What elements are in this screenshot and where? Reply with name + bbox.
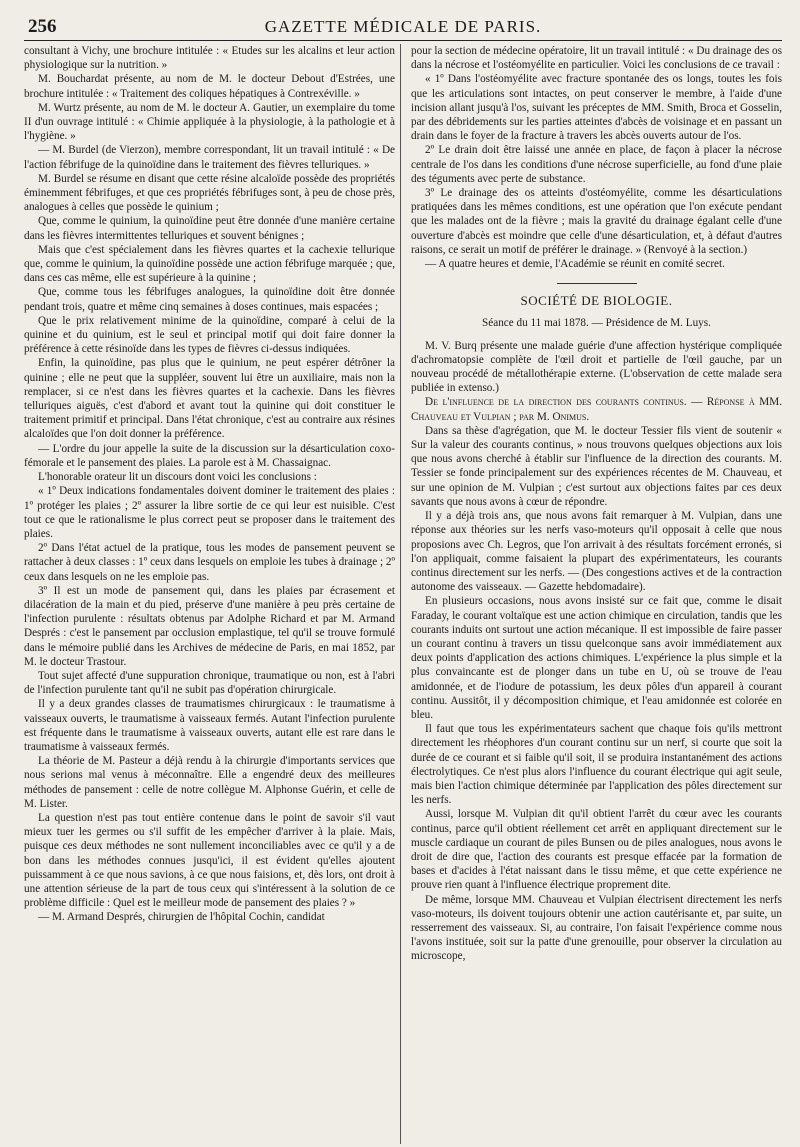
- paragraph: « 1º Deux indications fondamentales doivent dominer le traitement des plaies : 1º protéger les plaies ; 2º assurer la libre sortie de ce qui leur est nuisible. C'est tout ce que le rationalisme le plus correct peut se proposer dans le traitement des plaies.: [24, 485, 395, 540]
- section-divider: [557, 283, 637, 284]
- paragraph: De même, lorsque MM. Chauveau et Vulpian électrisent directement les nerfs vaso-moteurs, ils doivent toujours obtenir une action cautérisante et, par suite, un resserrement des vaisseaux. Si, au contraire, l'on faisait l'expérience comme nous l'avons instituée, soit sur la patte d'une grenouille, pour observer la circulation au microscope,: [411, 893, 782, 963]
- article-title: De l'influence de la direction des courants continus. — Réponse à MM. Chauveau et Vulpian ; par M. Onimus.: [411, 396, 782, 423]
- paragraph: — M. Burdel (de Vierzon), membre correspondant, lit un travail intitulé : « De l'action fébrifuge de la quinoïdine dans le traitement des fièvres telluriques. »: [24, 144, 395, 171]
- session-line: Séance du 11 mai 1878. — Présidence de M. Luys.: [482, 317, 711, 330]
- right-column: [411, 44, 782, 1144]
- paragraph: — L'ordre du jour appelle la suite de la discussion sur la désarticulation coxo-fémorale et le pansement des plaies. La parole est à M. Chassaignac.: [24, 442, 395, 469]
- paragraph: — M. Armand Després, chirurgien de l'hôpital Cochin, candidat: [38, 911, 325, 924]
- paragraph: pour la section de médecine opératoire, lit un travail intitulé : « Du drainage des os dans la nécrose et l'ostéomyélite en particulier. Voici les conclusions de ce travail :: [411, 45, 782, 72]
- paragraph: Aussi, lorsque M. Vulpian dit qu'il obtient l'arrêt du cœur avec les courants continus, parce qu'il obtient réellement cet arrêt en appliquant directement sur le muscle cardiaque un courant de piles Bunsen ou de piles analogues, nous avons le droit de dire que, l'action des courants est presque effacée par la formation de bases et d'acides à l'état naissant dans le tissu même, et que cette expérience ne prouve rien quant à l'influence électrique proprement dite.: [411, 808, 782, 892]
- paragraph: 2º Dans l'état actuel de la pratique, tous les modes de pansement peuvent se rattacher à deux classes : 1º ceux dans lesquels on emploie les tubes à drainage ; 2º ceux dans lesquels on ne les emploie pas.: [24, 542, 395, 583]
- paragraph: — A quatre heures et demie, l'Académie se réunit en comité secret.: [425, 258, 725, 271]
- paragraph: Il faut que tous les expérimentateurs sachent que chaque fois qu'ils mettront directement les rhéophores d'un courant continu sur un nerf, si courte que soit la durée de ce courant et si faible qu'il soit, il se produira instantanément des actions électrolytiques. Ce n'est plus alors l'influence du courant électrique qui agit seule, mais bien l'action chimique déterminée par l'application des pôles directement sur les nerfs.: [411, 723, 782, 807]
- paragraph: M. Burdel se résume en disant que cette résine alcaloïde possède des propriétés éminemment fébrifuges, et que ces propriétés fébrifuges sont, à peu de chose près, analogues à celles que possède le quinium ;: [24, 172, 395, 214]
- paragraph: L'honorable orateur lit un discours dont voici les conclusions :: [38, 471, 317, 484]
- section-title: SOCIÉTÉ DE BIOLOGIE.: [520, 293, 673, 309]
- paragraph: Que, comme le quinium, la quinoïdine peut être donnée d'une manière certaine dans les fièvres intermittentes telluriques et souvent bénignes ;: [24, 215, 395, 242]
- paragraph: « 1º Dans l'ostéomyélite avec fracture spontanée des os longs, toutes les fois que les articulations sont intactes, on peut conserver le membre, à l'aide d'une incision allant jusqu'à l'os, suivant les préceptes de MM. Smith, Broca et Gosselin, par des débridements sur les parties atteintes d'abcès de voisinage et en passant un drain dans le foyer de la fracture à travers les abcès ouverts autour de l'os.: [411, 73, 782, 143]
- paragraph: Il y a deux grandes classes de traumatismes chirurgicaux : le traumatisme à vaisseaux ouverts, le traumatisme à vaisseaux fermés. Autant l'infection purulente est fréquente dans le traumatisme à vaisseaux ouverts, autant elle est rare dans le traumatisme à vaisseaux fermés.: [24, 698, 395, 753]
- paragraph: Il y a déjà trois ans, que nous avons fait remarquer à M. Vulpian, dans une réponse aux théories sur les nerfs vaso-moteurs qu'il opposait à celle que nous proposions avec Ch. Legros, que l'on arrivait à des résultats forcément erronés, si l'on appliquait, comme faisaient la plupart des expérimentateurs, les courants continus directement sur les nerfs. — (Des congestions actives et de la contraction autonome des vaisseaux. — Gazette hebdomadaire).: [411, 510, 782, 594]
- paragraph: La théorie de M. Pasteur a déjà rendu à la chirurgie d'importants services que nous serions mal venus à méconnaître. Elle a engendré deux des meilleures méthodes de pansement : celle de notre collègue M. Alphonse Guérin, et celle de M. Lister.: [24, 755, 395, 810]
- paragraph: Mais que c'est spécialement dans les fièvres quartes et la cachexie tellurique que, comme le quinium, la quinoïdine possède une action fébrifuge marquée ; que, dans ces cas même, elle est supérieure à la quinine ;: [24, 243, 395, 285]
- paragraph: M. V. Burq présente une malade guérie d'une affection hystérique compliquée d'achromatopsie complète de l'œil droit et partielle de l'œil gauche, par un nouveau procédé de métallothérapie externe. (L'observation de cette malade sera publiée in extenso.): [411, 339, 782, 395]
- paragraph: 3º Le drainage des os atteints d'ostéomyélite, comme les désarticulations pratiquées dans les mêmes conditions, est une opération que l'on exécute pendant que les malades ont de la fièvre ; mais la gravité du drainage égalant celle d'une ouverture d'abcès est moindre que celle d'une désarticulation, et, à défaut d'autres raisons, ce serait un motif de préférer le drainage. » (Renvoyé à la section.): [411, 187, 782, 256]
- two-columns: [24, 44, 782, 1144]
- paragraph: En plusieurs occasions, nous avons insisté sur ce fait que, comme le disait Faraday, le courant voltaïque est une action chimique en circulation, tandis que les courants induits ont surtout une action mécanique. Il est impossible de faire passer un courant continu à travers un tissu quelconque sans avoir immédiatement aux deux points d'application des actions chimiques. L'expérience la plus simple et la plus convaincante est de plonger dans un tube en U, où se trouve de l'eau amidonnée, et de l'iodure de potassium, les deux pôles d'un appareil à courant continu. Aussitôt, il y décomposition chimique, et l'eau amidonnée est colorée en bleu.: [411, 595, 782, 721]
- paragraph: Enfin, la quinoïdine, pas plus que le quinium, ne peut espérer détrôner la quinine ; elle ne peut que la suppléer, souvent lui être un auxiliaire, mais non la remplacer, si ce n'est dans les fièvres quartes et la cachexie. Dans les fièvres telluriques aiguës, c'est d'abord et avant tout la quinine qui doit constituer le traitement primitif et principal. Dans l'état chronique, c'est au contraire aux résines alcaloïdes que l'on doit donner la préférence.: [24, 357, 395, 441]
- paragraph: consultant à Vichy, une brochure intitulée : « Etudes sur les alcalins et leur action physiologique sur la nutrition. »: [24, 45, 395, 72]
- paragraph: 2º Le drain doit être laissé une année en place, de façon à placer la nécrose centrale de l'os dans les conditions d'une nécrose superficielle, au fond d'une plaie des téguments avec perte de substance.: [411, 144, 782, 185]
- paragraph: Que, comme tous les fébrifuges analogues, la quinoïdine doit être donnée pendant trois, quatre et même cinq semaines à doses continues, mais espacées ;: [24, 286, 395, 313]
- paragraph: M. Bouchardat présente, au nom de M. le docteur Debout d'Estrées, une brochure intitulée : « Traitement des coliques hépatiques à Contrexéville. »: [24, 73, 395, 100]
- paragraph: M. Wurtz présente, au nom de M. le docteur A. Gautier, un exemplaire du tome II d'un ouvrage intitulé : « Chimie appliquée à la physiologie, à la pathologie et à l'hygiène. »: [24, 101, 395, 143]
- paragraph: 3º Il est un mode de pansement qui, dans les plaies par écrasement et dilacération de la main et du pied, préserve d'une manière à peu près certaine de l'infection purulente : résultats obtenus par Adolphe Richard et par M. Armand Després : c'est le pansement par occlusion emplastique, tel qu'il se trouve formulé dans le mémoire publié dans les Archives de médecine de Paris, en mai 1852, par M. le docteur Trastour.: [24, 584, 395, 668]
- paragraph: Que le prix relativement minime de la quinoïdine, comparé à celui de la quinine et du quinium, est le seul et principal motif qui doit faire donner la préférence à cette résinoïde dans les types de fièvres ci-dessus indiquées.: [24, 314, 395, 356]
- left-column: [24, 44, 401, 1144]
- paragraph: La question n'est pas tout entière contenue dans le point de savoir s'il vaut mieux tuer les germes ou s'il suffit de les empêcher d'arriver à la plaie. Mais, puisque ces deux méthodes ne sont nullement inconciliables avec ce qu'il y a de bon dans les méthodes connues jusqu'ici, il est évident qu'elles ajoutent puissamment à ce que nous savions, à ce que nous faisions, et, dès lors, ont droit à une attention sérieuse de la part de tous ceux qui s'intéressent à la solution de ce problème difficile : Quel est le meilleur mode de pansement des plaies ? »: [24, 811, 395, 910]
- paragraph: Dans sa thèse d'agrégation, que M. le docteur Tessier fils vient de soutenir « Sur la valeur des courants continus, » nous trouvons quelques objections aux lois que nous avons cherché à établir sur l'influence de la direction des courants. M. Tessier se fonde principalement sur des expériences récentes de M. Chauveau, et sur une opinion de M. Vulpian ; c'est surtout aux objections faites par ces deux savants que nous avons à cœur de répondre.: [411, 424, 782, 508]
- paragraph: Tout sujet affecté d'une suppuration chronique, traumatique ou non, est à l'abri de l'infection purulente tant qu'il ne subit pas d'opération chirurgicale.: [24, 669, 395, 697]
- page-number: 256: [28, 16, 57, 37]
- page-header: [24, 6, 782, 41]
- journal-title: GAZETTE MÉDICALE DE PARIS.: [264, 17, 542, 36]
